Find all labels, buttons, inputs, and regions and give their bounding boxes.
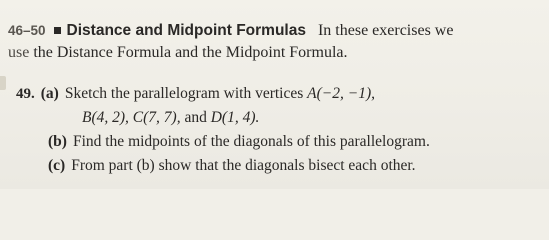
section-title: Distance and Midpoint Formulas	[66, 22, 306, 39]
section-instructions-rest: the Distance Formula and the Midpoint Formula.	[33, 44, 348, 61]
part-b	[16, 130, 541, 154]
part-a-line1	[16, 85, 375, 102]
part-a-label: (a)	[40, 85, 59, 102]
exercise-number: 49.	[16, 86, 35, 102]
section-instructions-lead: use	[8, 44, 30, 61]
part-c-text: From part (b) show that the diagonals bisect each other.	[71, 157, 416, 174]
section-instructions-line1: In these exercises we	[317, 22, 454, 39]
section-instructions-line2	[8, 42, 538, 64]
exercise-49	[16, 82, 541, 178]
vertices-b-c: B(4, 2), C(7, 7),	[82, 109, 181, 126]
part-a-text: Sketch the parallelogram with vertices	[64, 85, 304, 102]
page-edge-mark	[0, 76, 6, 90]
exercise-section-header	[8, 20, 538, 64]
part-c-label: (c)	[48, 157, 66, 174]
exercise-range: 46–50	[8, 23, 46, 38]
part-b-label: (b)	[48, 133, 67, 150]
part-b-text: Find the midpoints of the diagonals of this parallelogram.	[72, 133, 430, 150]
vertex-d: D(1, 4).	[210, 109, 260, 126]
square-bullet-icon	[54, 27, 61, 34]
part-a-and: and	[184, 109, 207, 126]
part-c	[16, 154, 541, 178]
part-a-line2	[16, 106, 541, 130]
vertex-a: A(−2, −1),	[307, 85, 375, 102]
